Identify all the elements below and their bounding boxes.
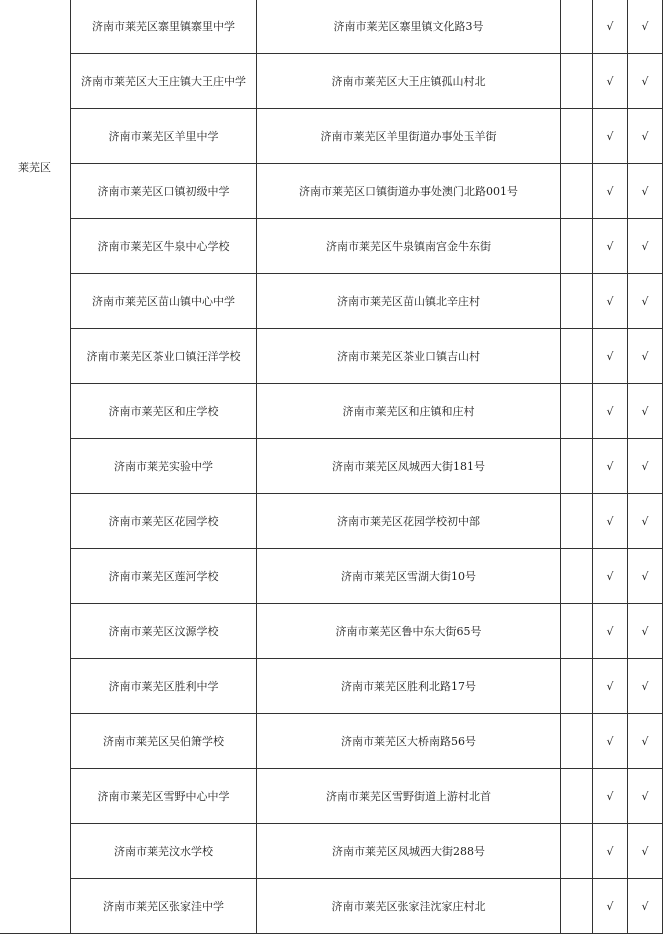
school-address-cell: 济南市莱芜区茶业口镇吉山村 — [257, 329, 561, 384]
check-mark-cell: √ — [628, 164, 663, 219]
school-address-cell: 济南市莱芜区雪野街道上游村北首 — [257, 769, 561, 824]
empty-cell — [561, 0, 593, 54]
table-row — [1, 824, 663, 879]
district-cell: 莱芜区 — [1, 0, 71, 934]
table-row — [1, 109, 663, 164]
school-name-cell: 济南市莱芜区大王庄镇大王庄中学 — [71, 54, 257, 109]
check-mark-cell: √ — [628, 274, 663, 329]
check-mark-cell: √ — [593, 824, 628, 879]
school-name-cell: 济南市莱芜区口镇初级中学 — [71, 164, 257, 219]
check-mark-cell: √ — [593, 329, 628, 384]
school-address-cell: 济南市莱芜区鲁中东大街65号 — [257, 604, 561, 659]
check-mark-cell: √ — [593, 494, 628, 549]
check-mark-cell: √ — [628, 494, 663, 549]
table-row — [1, 439, 663, 494]
school-address-cell: 济南市莱芜区张家洼沈家庄村北 — [257, 879, 561, 934]
empty-cell — [561, 769, 593, 824]
check-mark-cell: √ — [593, 219, 628, 274]
table-row — [1, 329, 663, 384]
check-mark-cell: √ — [628, 769, 663, 824]
school-address-cell: 济南市莱芜区花园学校初中部 — [257, 494, 561, 549]
check-mark-cell: √ — [628, 549, 663, 604]
empty-cell — [561, 659, 593, 714]
check-mark-cell: √ — [628, 384, 663, 439]
empty-cell — [561, 714, 593, 769]
table-row — [1, 549, 663, 604]
check-mark-cell: √ — [593, 879, 628, 934]
school-name-cell: 济南市莱芜区苗山镇中心中学 — [71, 274, 257, 329]
school-address-cell: 济南市莱芜区凤城西大街181号 — [257, 439, 561, 494]
empty-cell — [561, 219, 593, 274]
school-name-cell: 济南市莱芜实验中学 — [71, 439, 257, 494]
check-mark-cell: √ — [593, 714, 628, 769]
school-address-cell: 济南市莱芜区寨里镇文化路3号 — [257, 0, 561, 54]
check-mark-cell: √ — [593, 439, 628, 494]
table-row — [1, 0, 663, 54]
check-mark-cell: √ — [593, 384, 628, 439]
school-name-cell: 济南市莱芜汶水学校 — [71, 824, 257, 879]
table-row — [1, 164, 663, 219]
school-address-cell: 济南市莱芜区苗山镇北辛庄村 — [257, 274, 561, 329]
school-name-cell: 济南市莱芜区和庄学校 — [71, 384, 257, 439]
check-mark-cell: √ — [593, 54, 628, 109]
school-name-cell: 济南市莱芜区牛泉中心学校 — [71, 219, 257, 274]
check-mark-cell: √ — [628, 824, 663, 879]
empty-cell — [561, 824, 593, 879]
empty-cell — [561, 274, 593, 329]
empty-cell — [561, 879, 593, 934]
school-address-cell: 济南市莱芜区牛泉镇南宫金牛东街 — [257, 219, 561, 274]
check-mark-cell: √ — [628, 604, 663, 659]
school-address-cell: 济南市莱芜区雪湖大街10号 — [257, 549, 561, 604]
table-row — [1, 604, 663, 659]
school-name-cell: 济南市莱芜区寨里镇寨里中学 — [71, 0, 257, 54]
school-name-cell: 济南市莱芜区莲河学校 — [71, 549, 257, 604]
empty-cell — [561, 549, 593, 604]
check-mark-cell: √ — [628, 714, 663, 769]
school-name-cell: 济南市莱芜区汶源学校 — [71, 604, 257, 659]
table-row — [1, 714, 663, 769]
check-mark-cell: √ — [628, 109, 663, 164]
check-mark-cell: √ — [628, 659, 663, 714]
school-address-cell: 济南市莱芜区口镇街道办事处澳门北路001号 — [257, 164, 561, 219]
check-mark-cell: √ — [593, 769, 628, 824]
check-mark-cell: √ — [593, 164, 628, 219]
check-mark-cell: √ — [593, 109, 628, 164]
school-address-cell: 济南市莱芜区大王庄镇孤山村北 — [257, 54, 561, 109]
school-name-cell: 济南市莱芜区张家洼中学 — [71, 879, 257, 934]
table-row — [1, 494, 663, 549]
empty-cell — [561, 439, 593, 494]
empty-cell — [561, 604, 593, 659]
table-row — [1, 219, 663, 274]
school-address-cell: 济南市莱芜区羊里街道办事处玉羊街 — [257, 109, 561, 164]
check-mark-cell: √ — [593, 659, 628, 714]
school-name-cell: 济南市莱芜区茶业口镇汪洋学校 — [71, 329, 257, 384]
school-address-cell: 济南市莱芜区凤城西大街288号 — [257, 824, 561, 879]
check-mark-cell: √ — [628, 219, 663, 274]
empty-cell — [561, 109, 593, 164]
school-name-cell: 济南市莱芜区羊里中学 — [71, 109, 257, 164]
school-table-body — [1, 0, 663, 934]
table-row — [1, 659, 663, 714]
school-name-cell: 济南市莱芜区雪野中心中学 — [71, 769, 257, 824]
check-mark-cell: √ — [593, 274, 628, 329]
school-name-cell: 济南市莱芜区吴伯箫学校 — [71, 714, 257, 769]
empty-cell — [561, 164, 593, 219]
empty-cell — [561, 329, 593, 384]
table-row — [1, 879, 663, 934]
empty-cell — [561, 384, 593, 439]
table-row — [1, 384, 663, 439]
school-address-cell: 济南市莱芜区和庄镇和庄村 — [257, 384, 561, 439]
check-mark-cell: √ — [628, 439, 663, 494]
table-row — [1, 274, 663, 329]
table-row — [1, 769, 663, 824]
check-mark-cell: √ — [628, 0, 663, 54]
check-mark-cell: √ — [593, 0, 628, 54]
school-address-cell: 济南市莱芜区大桥南路56号 — [257, 714, 561, 769]
school-name-cell: 济南市莱芜区花园学校 — [71, 494, 257, 549]
check-mark-cell: √ — [593, 549, 628, 604]
check-mark-cell: √ — [628, 329, 663, 384]
school-address-cell: 济南市莱芜区胜利北路17号 — [257, 659, 561, 714]
table-row — [1, 54, 663, 109]
school-name-cell: 济南市莱芜区胜利中学 — [71, 659, 257, 714]
check-mark-cell: √ — [628, 54, 663, 109]
empty-cell — [561, 54, 593, 109]
empty-cell — [561, 494, 593, 549]
check-mark-cell: √ — [628, 879, 663, 934]
check-mark-cell: √ — [593, 604, 628, 659]
